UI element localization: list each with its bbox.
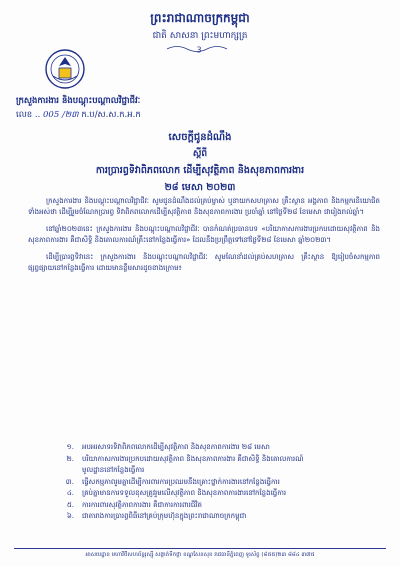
list-item bbox=[60, 454, 382, 466]
paragraph: ក្រសួងការងារ និងបណ្តុះបណ្តាលវិជ្ជាជីវៈ សូមជូនដំណឹងដល់គ្រប់ម្ចាស់ ឬនាយកសហគ្រាស គ្រឹះស្ថាន អង្គភាព និងកម្មករនិយោជិត ទាំងអស់ថា ដើម្បីរួមចំណែកប្រារព្ធ ទិវាពិភពលោកដើម្បីសុវត្ថិភាព និងសុខភាពការងារ ប្រចាំឆ្នាំ នៅថ្ងៃទី២៨ ខែមេសា ជារៀងរាល់ឆ្នាំ។ bbox=[28, 197, 380, 216]
ministry-name: ក្រសួងការងារ និងបណ្តុះបណ្តាលវិជ្ជាជីវៈ bbox=[16, 96, 141, 106]
paragraph: នៅឆ្នាំ២០២៣នេះ ក្រសួងការងារ និងបណ្តុះបណ្តាលវិជ្ជាជីវៈ បានកំណត់ប្រធានបទ «បរិយាកាសការងារប្រកបដោយសុវត្ថិភាព និងសុខភាពការងារ គឺជាសិទ្ធិ និងគោលការណ៍គ្រឹះនៅកន្លែងធ្វើការ» ដែលនឹងប្រព្រឹត្តទៅនៅថ្ងៃទី២៨ ខែមេសា ឆ្នាំ២០២៣។ bbox=[28, 225, 380, 244]
title-about: ស្តីពី bbox=[192, 149, 208, 159]
list-item bbox=[60, 488, 382, 500]
document-number-line bbox=[16, 110, 141, 122]
doc-number-suffix: /២៣ bbox=[61, 110, 79, 120]
list-number: ៥. bbox=[66, 500, 74, 509]
list-number: ៣. bbox=[65, 477, 74, 486]
list-item bbox=[60, 511, 382, 523]
list-number: ១. bbox=[66, 443, 74, 451]
list-text: គ្រប់គ្នាមានការទទួលខុសត្រូវរួមលើសុវត្ថិភាព និងសុខភាពការងារនៅកន្លែងធ្វើការ bbox=[82, 489, 287, 497]
title-notice: សេចក្តីជូនដំណឹង bbox=[168, 132, 232, 143]
list-text: ធ្វើសកម្មភាពរួមគ្នាដើម្បីការពារការប្រឈមនឹងគ្រោះថ្នាក់ការងារនៅកន្លែងធ្វើការ bbox=[82, 477, 280, 486]
body-text bbox=[28, 196, 380, 280]
list-text: បរិយាកាសការងារប្រកបដោយសុវត្ថិភាព និងសុខភាពការងារ គឺជាសិទ្ធិ និងគោលការណ៍ bbox=[82, 454, 304, 463]
list-text: ជាតារាងការប្រារព្ធពិធីនៅគ្រប់ក្រុមហ៊ុនក្នុងព្រះរាជាណាចក្រកម្ពុជា bbox=[82, 512, 247, 520]
list-item bbox=[60, 477, 382, 489]
title-subject: ការប្រារព្ធទិវាពិភពលោក ដើម្បីសុវត្ថិភាព និងសុខភាពការងារ bbox=[95, 165, 305, 176]
svg-text:3: 3 bbox=[196, 45, 204, 54]
list-text: មូលដ្ឋាននៅកន្លែងធ្វើការ bbox=[82, 466, 145, 474]
list-item bbox=[60, 500, 382, 512]
paragraph: ដើម្បីប្រារព្ធទិវានេះ ក្រសួងការងារ និងបណ្តុះបណ្តាលវិជ្ជាជីវៈ សូមណែនាំដល់គ្រប់សហគ្រាស គ្រឹះស្ថាន ឱ្យរៀបចំសកម្មភាពផ្សព្វផ្សាយនៅកន្លែងធ្វើការ ដោយមានខ្លឹមសារដូចខាងក្រោម៖ bbox=[28, 253, 380, 272]
doc-number-label: លេខ .. bbox=[16, 110, 41, 120]
list-number: ២. bbox=[66, 454, 74, 463]
national-motto: ជាតិ សាសនា ព្រះមហាក្សត្រ bbox=[152, 31, 248, 41]
ministry-emblem-icon bbox=[44, 48, 86, 90]
list-text: អបអរសាទរទិវាពិភពលោកដើម្បីសុវត្ថិភាព និងសុខភាពការងារ ២៨ មេសា bbox=[82, 443, 270, 451]
list-number: ៦. bbox=[66, 512, 74, 520]
kingdom-title: ព្រះរាជាណាចក្រកម្ពុជា bbox=[150, 11, 250, 25]
list-text: ការការពារសុវត្ថិភាពការងារ គឺជាការការពារជីវិត bbox=[82, 500, 202, 509]
title-block bbox=[0, 130, 400, 195]
footer-divider bbox=[14, 548, 386, 549]
title-date: ២៨ មេសា ២០២៣ bbox=[164, 182, 236, 193]
list-item bbox=[60, 442, 382, 454]
list-item bbox=[60, 465, 382, 477]
footer-address: អាសយដ្ឋាន មហាវិថីសហព័ន្ធរុស្ស៊ី សង្កាត់ទឹកថ្លា ខណ្ឌសែនសុខ រាជធានីភ្នំពេញ ទូរស័ព្ទ (៨៥៥)២៣ ៨៨៤ ៣៧៥ bbox=[85, 552, 315, 558]
list-number bbox=[60, 465, 74, 477]
list-number: ៤. bbox=[66, 489, 74, 497]
doc-number-handwritten: 005 bbox=[43, 110, 60, 120]
numbered-list bbox=[60, 442, 382, 523]
doc-code: ក.ប/ស.ស.ក.អ.ក bbox=[81, 110, 141, 120]
